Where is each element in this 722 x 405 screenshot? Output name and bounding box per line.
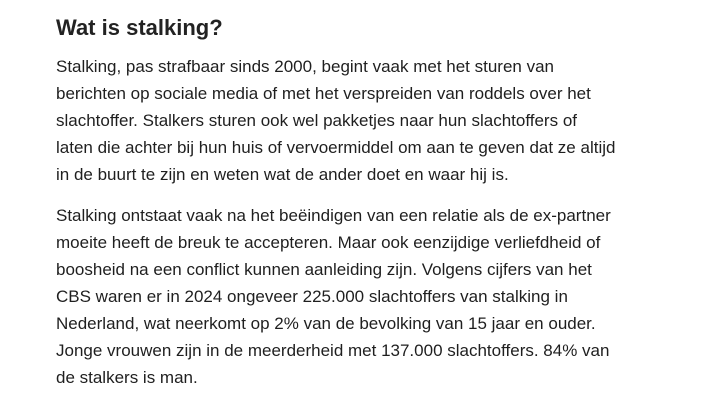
article [56, 12, 706, 405]
article-heading: Wat is stalking? [56, 15, 223, 40]
paragraph-line: Stalking, pas strafbaar sinds 2000, begint vaak met het sturen van [56, 57, 555, 76]
paragraph-line: Nederland, wat neerkomt op 2% van de bevolking van 15 jaar en ouder. [56, 314, 596, 333]
paragraph-line: in de buurt te zijn en weten wat de ander doet en waar hij is. [56, 165, 509, 184]
paragraph-line: boosheid na een conflict kunnen aanleiding zijn. Volgens cijfers van het [56, 260, 592, 279]
paragraph-line: Jonge vrouwen zijn in de meerderheid met 137.000 slachtoffers. 84% van [56, 341, 610, 360]
paragraph-line: de stalkers is man. [56, 368, 198, 387]
paragraph-line: berichten op sociale media of met het verspreiden van roddels over het [56, 84, 591, 103]
paragraph-line: laten die achter bij hun huis of vervoermiddel om aan te geven dat ze altijd [56, 138, 616, 157]
paragraph-line: moeite heeft de breuk te accepteren. Maar ook eenzijdige verliefdheid of [56, 233, 601, 252]
paragraph-line: slachtoffer. Stalkers sturen ook wel pakketjes naar hun slachtoffers of [56, 111, 577, 130]
paragraph-line: CBS waren er in 2024 ongeveer 225.000 slachtoffers van stalking in [56, 287, 568, 306]
paragraph-line: Stalking ontstaat vaak na het beëindigen van een relatie als de ex-partner [56, 206, 611, 225]
article-paragraph-2 [56, 202, 706, 391]
article-paragraph-1 [56, 53, 706, 188]
